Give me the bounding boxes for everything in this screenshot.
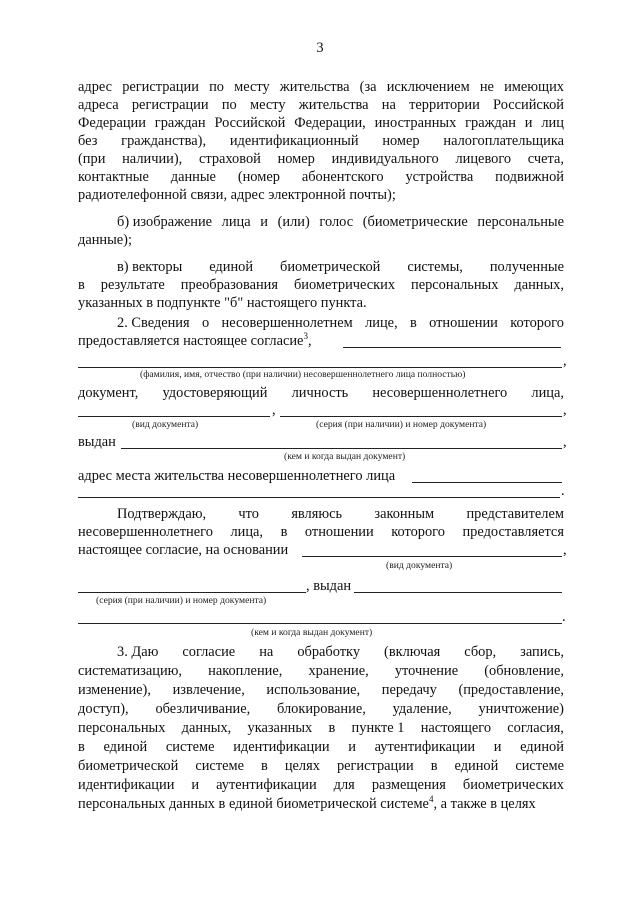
word: персональные bbox=[477, 214, 564, 230]
s3-line-2 bbox=[78, 662, 564, 680]
caption-doc-number: (серия (при наличии) и номер документа) bbox=[316, 419, 487, 430]
page-number: 3 bbox=[316, 40, 324, 56]
word: уточнение bbox=[394, 663, 459, 679]
word: в bbox=[261, 758, 268, 774]
word: жительства bbox=[279, 79, 350, 95]
word: обезличивание, bbox=[155, 701, 251, 717]
word: персональных bbox=[78, 720, 166, 736]
word: указанных bbox=[247, 720, 313, 736]
issued-label: выдан bbox=[78, 434, 116, 450]
word: являюсь bbox=[291, 506, 343, 522]
word: для bbox=[333, 777, 355, 793]
word: аутентификации bbox=[216, 777, 317, 793]
s3-line-8 bbox=[78, 776, 564, 794]
word: устройства bbox=[405, 169, 474, 185]
caption-basis-issued: (кем и когда выдан документ) bbox=[251, 627, 373, 638]
word: Российской bbox=[214, 115, 286, 131]
p1-line-3 bbox=[78, 114, 564, 132]
word: Российской bbox=[493, 97, 564, 113]
caption-fio: (фамилия, имя, отчество (при наличии) несовершеннолетнего лица полностью) bbox=[140, 369, 466, 380]
caption-basis-number: (серия (при наличии) и номер документа) bbox=[96, 595, 267, 606]
word: биометрических bbox=[293, 277, 396, 293]
word: результате bbox=[100, 277, 165, 293]
word: доступ), bbox=[78, 701, 129, 717]
word: (или) bbox=[277, 214, 310, 230]
footnote-ref-4: 4 bbox=[428, 794, 434, 805]
word: исключением bbox=[386, 79, 470, 95]
word: что bbox=[238, 506, 259, 522]
word: регистрации bbox=[336, 758, 414, 774]
word: систематизацию, bbox=[78, 663, 182, 679]
word: согласия, bbox=[507, 720, 564, 736]
word: данных, bbox=[181, 720, 232, 736]
p1-line-4 bbox=[78, 132, 564, 150]
word: целях bbox=[284, 758, 320, 774]
word: гражданства), bbox=[121, 133, 207, 149]
word: идентификации bbox=[233, 739, 330, 755]
word: системе bbox=[165, 739, 215, 755]
word: размещения bbox=[371, 777, 446, 793]
word: в bbox=[328, 720, 336, 736]
word: граждан bbox=[465, 115, 516, 131]
fill-line-basis-issued bbox=[354, 592, 562, 593]
fill-line-basis-number bbox=[78, 592, 306, 593]
p1-line-5 bbox=[78, 150, 564, 168]
word: лиц bbox=[541, 115, 564, 131]
word: системе bbox=[515, 758, 564, 774]
fill-line-address bbox=[412, 482, 562, 483]
word: передачу bbox=[381, 682, 437, 698]
word: (при bbox=[78, 151, 106, 167]
s3-line-1 bbox=[117, 643, 564, 661]
s3-line-5 bbox=[78, 719, 564, 737]
word: пункте 1 bbox=[351, 720, 405, 736]
word: о bbox=[201, 315, 210, 331]
doc-type-comma: , bbox=[272, 402, 276, 418]
s3-line-9 bbox=[78, 795, 536, 813]
word: лица bbox=[221, 214, 251, 230]
word: единой bbox=[454, 758, 499, 774]
word: подвижной bbox=[495, 169, 564, 185]
word: на bbox=[381, 97, 396, 113]
word: данные bbox=[170, 169, 216, 185]
word: по bbox=[209, 79, 224, 95]
word: индивидуального bbox=[331, 151, 439, 167]
word: б) изображение bbox=[117, 214, 213, 230]
p1-line-2 bbox=[78, 96, 564, 114]
word: использование, bbox=[266, 682, 361, 698]
word: (номер bbox=[237, 169, 280, 185]
word: лица, bbox=[230, 524, 264, 540]
word: персональных bbox=[411, 277, 499, 293]
p1-line-1 bbox=[78, 78, 564, 96]
word: хранение, bbox=[308, 663, 369, 679]
fill-line-fio bbox=[78, 367, 562, 368]
word: отношении bbox=[304, 524, 374, 540]
confirm-line-3: настоящее согласие, на основании bbox=[78, 542, 289, 558]
word: налогоплательщика bbox=[443, 133, 564, 149]
fill-line-doc-type bbox=[78, 416, 270, 417]
word: месту bbox=[250, 97, 286, 113]
issued-comma: , bbox=[563, 434, 567, 450]
word: не bbox=[479, 79, 494, 95]
pb-line-1 bbox=[117, 213, 564, 231]
word: изменение), bbox=[78, 682, 151, 698]
word: (биометрические bbox=[362, 214, 468, 230]
word: отношении bbox=[429, 315, 498, 331]
word: которого bbox=[391, 524, 445, 540]
p1-line-6 bbox=[78, 168, 564, 186]
word: удаление, bbox=[392, 701, 452, 717]
s2-line-2-comma: , bbox=[307, 333, 312, 349]
word: (обновление, bbox=[484, 663, 564, 679]
confirm-line-1 bbox=[117, 505, 564, 523]
word: накопление, bbox=[208, 663, 283, 679]
word: и bbox=[348, 739, 356, 755]
word: (включая bbox=[384, 644, 441, 660]
word: единой bbox=[103, 739, 148, 755]
word: граждан bbox=[154, 115, 206, 131]
fio-comma: , bbox=[563, 353, 567, 369]
pb-line-2: данные); bbox=[78, 232, 132, 248]
word: удостоверяющий bbox=[162, 385, 268, 401]
word: адреса bbox=[78, 97, 119, 113]
word: аутентификации bbox=[374, 739, 476, 755]
word: имеющих bbox=[504, 79, 564, 95]
word: данных, bbox=[514, 277, 564, 293]
word: Федерации, bbox=[294, 115, 366, 131]
s2-doc-line bbox=[78, 384, 564, 402]
word: лицевого bbox=[455, 151, 512, 167]
word: регистрации bbox=[131, 97, 209, 113]
s3-line-4 bbox=[78, 700, 564, 718]
s2-line-1 bbox=[117, 314, 564, 332]
word: единой bbox=[209, 259, 254, 275]
s3-line-3 bbox=[78, 681, 564, 699]
word: (за bbox=[359, 79, 377, 95]
word: биометрических bbox=[462, 777, 564, 793]
word: Федерации bbox=[78, 115, 146, 131]
s3-line-6 bbox=[78, 738, 564, 756]
word: согласие bbox=[182, 644, 236, 660]
word: настоящего bbox=[420, 720, 492, 736]
word: на bbox=[259, 644, 274, 660]
word: жительства bbox=[298, 97, 369, 113]
pv-line-3: указанных в подпункте "б" настоящего пункта. bbox=[78, 295, 367, 311]
word: номер bbox=[277, 151, 315, 167]
doc-number-comma: , bbox=[563, 402, 567, 418]
word: представителем bbox=[466, 506, 564, 522]
word: биометрической bbox=[78, 758, 179, 774]
word: Подтверждаю, bbox=[117, 506, 207, 522]
word: несовершеннолетнего bbox=[78, 524, 213, 540]
word: в bbox=[78, 739, 85, 755]
pv-line-2 bbox=[78, 276, 564, 294]
word: голос bbox=[319, 214, 354, 230]
fill-line-doc-number bbox=[280, 416, 562, 417]
s3-line-9-text: персональных данных в единой биометрической системе bbox=[78, 796, 429, 812]
fill-line-issued bbox=[121, 448, 562, 449]
word: извлечение, bbox=[172, 682, 245, 698]
address-period: . bbox=[561, 483, 565, 499]
caption-doc-type: (вид документа) bbox=[132, 419, 199, 430]
word: контактные bbox=[78, 169, 149, 185]
fill-line-basis-issued-2 bbox=[78, 623, 562, 624]
basis-doc-comma: , bbox=[563, 542, 567, 558]
word: наличии), bbox=[122, 151, 183, 167]
word: 2. Сведения bbox=[117, 315, 190, 331]
word: в bbox=[430, 758, 438, 774]
word: полученные bbox=[489, 259, 564, 275]
word: страховой bbox=[198, 151, 261, 167]
word: в bbox=[410, 315, 417, 331]
confirm-line-2 bbox=[78, 523, 564, 541]
word: адрес bbox=[78, 79, 113, 95]
address-label: адрес места жительства несовершеннолетнего лица bbox=[78, 468, 396, 484]
word: и bbox=[260, 214, 268, 230]
word: в) векторы bbox=[117, 259, 183, 275]
word: лица, bbox=[531, 385, 564, 401]
fill-line-consent bbox=[343, 347, 561, 348]
s3-line-7 bbox=[78, 757, 564, 775]
word: номер bbox=[382, 133, 420, 149]
word: биометрической bbox=[280, 259, 381, 275]
word: запись, bbox=[520, 644, 564, 660]
word: сбор, bbox=[464, 644, 497, 660]
word: системы, bbox=[407, 259, 463, 275]
word: и bbox=[191, 777, 200, 793]
word: 3. Даю bbox=[117, 644, 159, 660]
fill-line-address-2 bbox=[78, 497, 560, 498]
word: счета, bbox=[527, 151, 564, 167]
word: документ, bbox=[78, 385, 139, 401]
word: лице, bbox=[365, 315, 398, 331]
word: месту bbox=[234, 79, 270, 95]
pv-line-1 bbox=[117, 258, 564, 276]
word: иностранных bbox=[374, 115, 457, 131]
word: системе bbox=[195, 758, 244, 774]
word: абонентского bbox=[301, 169, 384, 185]
s2-line-2 bbox=[78, 332, 312, 350]
p1-line-7: радиотелефонной связи, адрес электронной почты); bbox=[78, 187, 396, 203]
word: (предоставление, bbox=[458, 682, 564, 698]
word: предоставляется bbox=[462, 524, 564, 540]
word: и bbox=[524, 115, 533, 131]
word: обработку bbox=[297, 644, 361, 660]
word: в bbox=[280, 524, 288, 540]
word: территории bbox=[409, 97, 480, 113]
caption-issued: (кем и когда выдан документ) bbox=[284, 451, 406, 462]
fill-line-basis-doc bbox=[302, 556, 562, 557]
word: идентификационный bbox=[229, 133, 359, 149]
word: единой bbox=[520, 739, 564, 755]
word: без bbox=[78, 133, 98, 149]
s2-line-2-text: предоставляется настоящее согласие bbox=[78, 333, 304, 349]
basis-period: . bbox=[562, 609, 566, 625]
footnote-ref-3: 3 bbox=[303, 331, 308, 342]
word: которого bbox=[510, 315, 564, 331]
word: преобразования bbox=[180, 277, 278, 293]
word: в bbox=[78, 277, 85, 293]
word: по bbox=[221, 97, 237, 113]
s3-line-9-tail: , а также в целях bbox=[433, 796, 536, 812]
word: блокирование, bbox=[277, 701, 366, 717]
word: законным bbox=[374, 506, 435, 522]
caption-basis-doc-type: (вид документа) bbox=[386, 560, 453, 571]
word: несовершеннолетнем bbox=[221, 315, 353, 331]
basis-issued-label: , выдан bbox=[306, 578, 352, 594]
word: личность bbox=[291, 385, 349, 401]
word: идентификации bbox=[78, 777, 175, 793]
word: уничтожение) bbox=[478, 701, 564, 717]
word: несовершеннолетнего bbox=[372, 385, 508, 401]
word: и bbox=[493, 739, 502, 755]
word: регистрации bbox=[122, 79, 199, 95]
